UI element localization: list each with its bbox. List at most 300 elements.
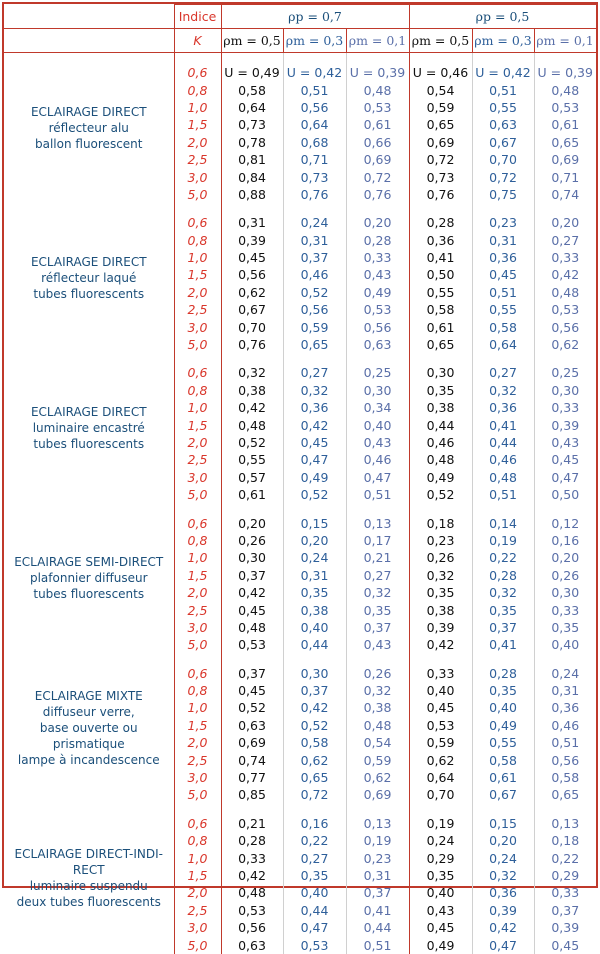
utilance-cell: 0,26 <box>409 549 472 566</box>
utilance-cell: 0,28 <box>409 214 472 231</box>
utilance-cell: 0,52 <box>409 486 472 503</box>
luminaire-type-line: ballon fluorescent <box>34 136 143 151</box>
utilance-cell: 0,37 <box>346 619 409 636</box>
utilance-cell: 0,53 <box>551 302 580 318</box>
k-index-cell: 3,0 <box>174 919 221 936</box>
utilance-cell: 0,56 <box>283 301 346 318</box>
utilance-table <box>4 4 597 954</box>
utilance-cell: 0,64 <box>221 99 283 116</box>
utilance-cell: 0,30 <box>221 549 283 566</box>
utilance-cell: 0,46 <box>346 451 409 468</box>
utilance-cell: U = 0,39 <box>537 65 593 81</box>
utilance-cell: U = 0,46 <box>409 64 472 81</box>
utilance-cell: 0,76 <box>409 186 472 203</box>
luminaire-type-label <box>4 815 174 954</box>
utilance-cell: 0,28 <box>346 232 409 249</box>
utilance-cell: 0,31 <box>472 232 534 249</box>
utilance-cell: 0,16 <box>551 532 580 548</box>
utilance-cell: 0,58 <box>283 734 346 751</box>
utilance-cell: 0,26 <box>221 532 283 549</box>
utilance-cell: 0,39 <box>221 232 283 249</box>
k-index-cell: 1,5 <box>174 567 221 584</box>
utilance-cell: 0,40 <box>283 619 346 636</box>
utilance-cell: 0,35 <box>283 867 346 884</box>
k-index-cell: 5,0 <box>174 636 221 653</box>
utilance-cell: 0,42 <box>283 416 346 433</box>
utilance-cell: 0,36 <box>472 399 534 416</box>
luminaire-type-line: deux tubes fluorescents <box>16 895 161 910</box>
k-index-cell: 2,5 <box>174 301 221 318</box>
utilance-cell: 0,40 <box>283 884 346 901</box>
utilance-cell: 0,61 <box>221 486 283 503</box>
utilance-cell: 0,53 <box>346 99 409 116</box>
luminaire-type-line: lampe à incandescence <box>17 753 160 768</box>
utilance-cell: 0,44 <box>283 902 346 919</box>
utilance-cell: 0,27 <box>283 364 346 381</box>
k-index-cell: 5,0 <box>174 186 221 203</box>
k-index-cell: 1,5 <box>174 867 221 884</box>
utilance-cell: 0,28 <box>221 832 283 849</box>
utilance-cell: 0,32 <box>409 567 472 584</box>
utilance-cell: 0,55 <box>472 99 534 116</box>
utilance-cell: 0,32 <box>346 682 409 699</box>
utilance-cell: 0,30 <box>409 364 472 381</box>
utilance-cell: 0,61 <box>346 116 409 133</box>
header-col-2: ρm = 0,3 <box>283 29 346 53</box>
k-index-cell: 2,0 <box>174 434 221 451</box>
utilance-cell: 0,45 <box>221 682 283 699</box>
utilance-cell: 0,67 <box>221 301 283 318</box>
utilance-cell: 0,59 <box>409 99 472 116</box>
utilance-cell: 0,33 <box>551 885 580 901</box>
luminaire-type-label <box>4 665 174 804</box>
utilance-cell: 0,40 <box>409 682 472 699</box>
utilance-cell: 0,13 <box>346 815 409 832</box>
k-index-cell: 3,0 <box>174 769 221 786</box>
k-index-cell: 0,8 <box>174 682 221 699</box>
utilance-cell: 0,45 <box>283 434 346 451</box>
utilance-cell: 0,74 <box>221 751 283 768</box>
utilance-cell: 0,39 <box>472 902 534 919</box>
utilance-cell: 0,27 <box>551 232 580 248</box>
utilance-cell: 0,76 <box>346 186 409 203</box>
utilance-cell: 0,20 <box>551 550 580 566</box>
utilance-cell: 0,35 <box>409 867 472 884</box>
utilance-cell: 0,73 <box>221 116 283 133</box>
utilance-cell: 0,32 <box>283 382 346 399</box>
utilance-cell: 0,48 <box>551 82 580 98</box>
utilance-cell: 0,48 <box>409 451 472 468</box>
utilance-cell: 0,29 <box>551 867 580 883</box>
utilance-cell: 0,56 <box>551 752 580 768</box>
utilance-cell: 0,53 <box>221 902 283 919</box>
utilance-cell: 0,27 <box>283 849 346 866</box>
utilance-cell: 0,35 <box>472 682 534 699</box>
k-index-cell: 3,0 <box>174 318 221 335</box>
luminaire-type-line: tubes fluorescents <box>33 286 145 301</box>
utilance-cell: 0,14 <box>472 514 534 531</box>
utilance-cell: 0,38 <box>409 601 472 618</box>
utilance-cell: 0,62 <box>346 769 409 786</box>
utilance-cell: 0,40 <box>551 637 580 653</box>
utilance-cell: 0,42 <box>551 267 580 283</box>
utilance-cell: 0,31 <box>283 232 346 249</box>
utilance-cell: 0,46 <box>409 434 472 451</box>
utilance-cell: 0,24 <box>409 832 472 849</box>
luminaire-type-line: RECT <box>72 863 105 878</box>
k-index-cell: 0,8 <box>174 382 221 399</box>
utilance-cell: 0,51 <box>551 735 580 751</box>
utilance-cell: 0,62 <box>221 284 283 301</box>
utilance-cell: 0,20 <box>221 514 283 531</box>
utilance-cell: 0,24 <box>472 849 534 866</box>
utilance-cell: 0,88 <box>221 186 283 203</box>
k-index-cell: 0,6 <box>174 815 221 832</box>
utilance-cell: 0,78 <box>221 134 283 151</box>
utilance-cell: 0,15 <box>283 514 346 531</box>
utilance-cell: 0,75 <box>472 186 534 203</box>
utilance-cell: 0,55 <box>472 301 534 318</box>
utilance-cell: 0,46 <box>472 451 534 468</box>
utilance-cell: 0,64 <box>283 116 346 133</box>
utilance-cell: 0,17 <box>346 532 409 549</box>
group-spacer <box>4 654 596 665</box>
header-blank <box>4 5 174 29</box>
utilance-cell: 0,52 <box>221 434 283 451</box>
luminaire-type-line: ECLAIRAGE DIRECT <box>30 404 147 419</box>
k-index-cell: 1,0 <box>174 99 221 116</box>
utilance-cell: 0,70 <box>409 786 472 803</box>
header-col-5: ρm = 0,3 <box>472 29 534 53</box>
utilance-cell: 0,40 <box>472 699 534 716</box>
utilance-cell: 0,38 <box>283 601 346 618</box>
utilance-cell: 0,69 <box>221 734 283 751</box>
utilance-cell: 0,35 <box>409 382 472 399</box>
utilance-cell: 0,47 <box>472 936 534 953</box>
utilance-cell: 0,19 <box>472 532 534 549</box>
utilance-cell: 0,51 <box>472 284 534 301</box>
k-index-cell: 1,5 <box>174 266 221 283</box>
utilance-cell: 0,42 <box>283 699 346 716</box>
utilance-cell: 0,64 <box>472 336 534 353</box>
utilance-cell: 0,56 <box>221 919 283 936</box>
utilance-cell: 0,33 <box>551 250 580 266</box>
utilance-cell: 0,59 <box>409 734 472 751</box>
utilance-cell: 0,20 <box>346 214 409 231</box>
utilance-cell: 0,22 <box>472 549 534 566</box>
table-row <box>4 364 596 381</box>
k-index-cell: 2,5 <box>174 751 221 768</box>
utilance-cell: 0,72 <box>409 151 472 168</box>
luminaire-type-label <box>4 514 174 653</box>
utilance-cell: 0,33 <box>551 602 580 618</box>
k-index-cell: 1,0 <box>174 399 221 416</box>
luminaire-type-line: plafonnier diffuseur <box>29 570 148 585</box>
utilance-cell: 0,49 <box>346 284 409 301</box>
luminaire-type-line: tubes fluorescents <box>33 586 145 601</box>
utilance-cell: 0,63 <box>472 116 534 133</box>
utilance-cell: 0,65 <box>283 336 346 353</box>
utilance-cell: 0,45 <box>409 919 472 936</box>
utilance-cell: 0,59 <box>346 751 409 768</box>
group-spacer <box>4 353 596 364</box>
utilance-cell: 0,72 <box>346 168 409 185</box>
utilance-cell: 0,37 <box>283 249 346 266</box>
utilance-cell: 0,72 <box>472 168 534 185</box>
utilance-cell: 0,47 <box>283 451 346 468</box>
k-index-cell: 5,0 <box>174 936 221 953</box>
luminaire-type-line: réflecteur alu <box>48 120 129 135</box>
utilance-cell: 0,52 <box>283 717 346 734</box>
utilance-cell: 0,45 <box>551 937 580 953</box>
luminaire-type-line: tubes fluorescents <box>33 436 145 451</box>
utilance-cell: 0,42 <box>472 919 534 936</box>
utilance-cell: 0,32 <box>346 584 409 601</box>
utilance-cell: 0,23 <box>472 214 534 231</box>
utilance-cell: 0,24 <box>283 549 346 566</box>
utilance-cell: 0,56 <box>283 99 346 116</box>
utilance-cell: 0,43 <box>346 434 409 451</box>
utilance-cell: 0,44 <box>472 434 534 451</box>
utilance-cell: 0,47 <box>346 469 409 486</box>
utilance-cell: 0,39 <box>551 417 580 433</box>
utilance-cell: 0,32 <box>472 382 534 399</box>
utilance-cell: U = 0,42 <box>283 64 346 81</box>
utilance-cell: 0,45 <box>472 266 534 283</box>
utilance-cell: 0,45 <box>221 601 283 618</box>
utilance-cell: 0,43 <box>346 266 409 283</box>
group-spacer <box>4 804 596 815</box>
k-index-cell: 5,0 <box>174 336 221 353</box>
utilance-cell: 0,55 <box>409 284 472 301</box>
utilance-cell: 0,44 <box>283 636 346 653</box>
utilance-cell: 0,33 <box>221 849 283 866</box>
utilance-cell: 0,40 <box>346 416 409 433</box>
utilance-cell: 0,61 <box>551 117 580 133</box>
utilance-cell: 0,69 <box>409 134 472 151</box>
utilance-cell: 0,12 <box>551 515 580 531</box>
utilance-cell: 0,76 <box>283 186 346 203</box>
utilance-cell: 0,53 <box>283 936 346 953</box>
utilance-cell: 0,35 <box>551 619 580 635</box>
utilance-cell: 0,55 <box>221 451 283 468</box>
utilance-cell: 0,39 <box>551 920 580 936</box>
utilance-cell: U = 0,39 <box>346 64 409 81</box>
utilance-cell: 0,62 <box>551 337 580 353</box>
utilance-cell: 0,43 <box>346 636 409 653</box>
utilance-cell: 0,31 <box>283 567 346 584</box>
k-index-cell: 3,0 <box>174 168 221 185</box>
utilance-cell: 0,51 <box>283 81 346 98</box>
k-index-cell: 2,0 <box>174 584 221 601</box>
utilance-cell: 0,52 <box>283 486 346 503</box>
header-rho-p-05: ρp = 0,5 <box>409 5 596 29</box>
utilance-cell: 0,48 <box>551 284 580 300</box>
utilance-cell: 0,35 <box>283 584 346 601</box>
k-index-cell: 0,8 <box>174 232 221 249</box>
utilance-cell: 0,20 <box>551 215 580 231</box>
utilance-cell: 0,39 <box>409 619 472 636</box>
header-indice: Indice <box>174 5 221 29</box>
utilance-cell: 0,21 <box>221 815 283 832</box>
utilance-cell: 0,72 <box>283 786 346 803</box>
utilance-cell: 0,45 <box>221 249 283 266</box>
header-col-3: ρm = 0,1 <box>346 29 409 53</box>
utilance-cell: 0,42 <box>221 867 283 884</box>
utilance-cell: 0,18 <box>551 833 580 849</box>
utilance-cell: 0,16 <box>283 815 346 832</box>
utilance-cell: 0,65 <box>283 769 346 786</box>
utilance-cell: 0,51 <box>472 81 534 98</box>
k-index-cell: 0,6 <box>174 364 221 381</box>
luminaire-type-line: diffuseur verre, <box>42 705 135 720</box>
utilance-cell: 0,48 <box>346 81 409 98</box>
utilance-cell: 0,71 <box>283 151 346 168</box>
utilance-cell: 0,32 <box>472 867 534 884</box>
utilance-cell: 0,66 <box>346 134 409 151</box>
utilance-cell: 0,26 <box>551 567 580 583</box>
utilance-cell: 0,36 <box>472 249 534 266</box>
header-row-2 <box>4 29 596 53</box>
k-index-cell: 0,6 <box>174 514 221 531</box>
utilance-cell: 0,33 <box>551 400 580 416</box>
group-spacer <box>4 203 596 214</box>
utilance-cell: 0,19 <box>409 815 472 832</box>
luminaire-type-line: ECLAIRAGE DIRECT <box>30 254 147 269</box>
utilance-cell: 0,67 <box>472 134 534 151</box>
k-index-cell: 3,0 <box>174 469 221 486</box>
utilance-cell: 0,63 <box>346 336 409 353</box>
utilance-cell: 0,58 <box>409 301 472 318</box>
utilance-cell: 0,69 <box>346 151 409 168</box>
utilance-cell: 0,70 <box>221 318 283 335</box>
header-blank-2 <box>4 29 174 53</box>
utilance-cell: 0,23 <box>409 532 472 549</box>
utilance-cell: 0,58 <box>472 318 534 335</box>
utilance-cell: 0,53 <box>346 301 409 318</box>
k-index-cell: 3,0 <box>174 619 221 636</box>
utilance-cell: 0,61 <box>409 318 472 335</box>
utilance-cell: 0,46 <box>551 717 580 733</box>
utilance-cell: 0,36 <box>551 700 580 716</box>
utilance-cell: 0,23 <box>346 849 409 866</box>
utilance-cell: 0,18 <box>409 514 472 531</box>
header-row-1 <box>4 5 596 29</box>
k-index-cell: 1,5 <box>174 717 221 734</box>
utilance-cell: 0,20 <box>472 832 534 849</box>
utilance-cell: 0,35 <box>346 601 409 618</box>
utilance-cell: 0,38 <box>409 399 472 416</box>
utilance-cell: 0,49 <box>409 469 472 486</box>
header-col-6: ρm = 0,1 <box>534 29 596 53</box>
utilance-cell: 0,30 <box>551 382 580 398</box>
k-index-cell: 1,0 <box>174 249 221 266</box>
utilance-cell: 0,26 <box>346 665 409 682</box>
luminaire-type-line: ECLAIRAGE DIRECT-INDI- <box>14 847 163 862</box>
luminaire-type-line: luminaire suspendu <box>29 879 148 894</box>
utilance-cell: 0,81 <box>221 151 283 168</box>
utilance-cell: 0,30 <box>346 382 409 399</box>
utilance-cell: U = 0,42 <box>472 64 534 81</box>
header-k: K <box>174 29 221 53</box>
utilance-cell: 0,47 <box>283 919 346 936</box>
utilance-cell: 0,65 <box>409 116 472 133</box>
utilance-cell: 0,31 <box>346 867 409 884</box>
table-row <box>4 665 596 682</box>
utilance-cell: 0,49 <box>472 717 534 734</box>
utilance-cell: 0,74 <box>551 186 580 202</box>
utilance-cell: 0,63 <box>221 936 283 953</box>
utilance-cell: 0,36 <box>283 399 346 416</box>
k-index-cell: 2,5 <box>174 151 221 168</box>
table-row <box>4 214 596 231</box>
luminaire-type-line: ECLAIRAGE SEMI-DIRECT <box>14 554 164 569</box>
utilance-cell: 0,70 <box>472 151 534 168</box>
k-index-cell: 2,5 <box>174 902 221 919</box>
k-index-cell: 0,6 <box>174 214 221 231</box>
utilance-cell: 0,45 <box>551 452 580 468</box>
utilance-cell: 0,25 <box>346 364 409 381</box>
utilance-cell: 0,22 <box>551 850 580 866</box>
utilance-cell: 0,42 <box>409 636 472 653</box>
utilance-cell: 0,44 <box>409 416 472 433</box>
utilance-cell: 0,32 <box>472 584 534 601</box>
utilance-cell: 0,53 <box>221 636 283 653</box>
utilance-cell: 0,52 <box>283 284 346 301</box>
utilance-cell: 0,42 <box>221 584 283 601</box>
k-index-cell: 5,0 <box>174 486 221 503</box>
k-index-cell: 1,0 <box>174 849 221 866</box>
k-index-cell: 0,6 <box>174 64 221 81</box>
utilance-cell: 0,48 <box>221 884 283 901</box>
luminaire-type-label <box>4 214 174 353</box>
utilance-cell: 0,38 <box>221 382 283 399</box>
utilance-cell: 0,65 <box>551 787 580 803</box>
utilance-cell: 0,53 <box>551 99 580 115</box>
luminaire-type-line: ECLAIRAGE DIRECT <box>30 104 147 119</box>
utilance-cell: 0,37 <box>551 902 580 918</box>
utilance-cell: 0,44 <box>346 919 409 936</box>
utilance-cell: 0,68 <box>283 134 346 151</box>
utilance-cell: 0,47 <box>551 469 580 485</box>
utilance-cell: 0,43 <box>551 435 580 450</box>
k-index-cell: 0,8 <box>174 81 221 98</box>
utilance-cell: 0,30 <box>551 585 580 601</box>
utilance-cell: 0,41 <box>472 416 534 433</box>
k-index-cell: 2,0 <box>174 134 221 151</box>
utilance-cell: 0,31 <box>221 214 283 231</box>
utilance-cell: 0,37 <box>221 665 283 682</box>
utilance-cell: 0,37 <box>346 884 409 901</box>
luminaire-type-line: réflecteur laqué <box>41 270 137 285</box>
utilance-cell: 0,22 <box>283 832 346 849</box>
utilance-cell: 0,51 <box>346 486 409 503</box>
utilance-cell: 0,64 <box>409 769 472 786</box>
utilance-table-frame <box>2 2 598 953</box>
utilance-cell: 0,62 <box>409 751 472 768</box>
k-index-cell: 5,0 <box>174 786 221 803</box>
utilance-cell: 0,31 <box>551 683 580 699</box>
utilance-cell: 0,19 <box>346 832 409 849</box>
luminaire-type-line: luminaire encastré <box>32 420 145 435</box>
utilance-cell: 0,63 <box>221 717 283 734</box>
table-row <box>4 815 596 832</box>
utilance-cell: 0,76 <box>221 336 283 353</box>
utilance-cell: 0,38 <box>346 699 409 716</box>
utilance-cell: 0,58 <box>472 751 534 768</box>
utilance-cell: 0,46 <box>283 266 346 283</box>
utilance-cell: 0,61 <box>472 769 534 786</box>
